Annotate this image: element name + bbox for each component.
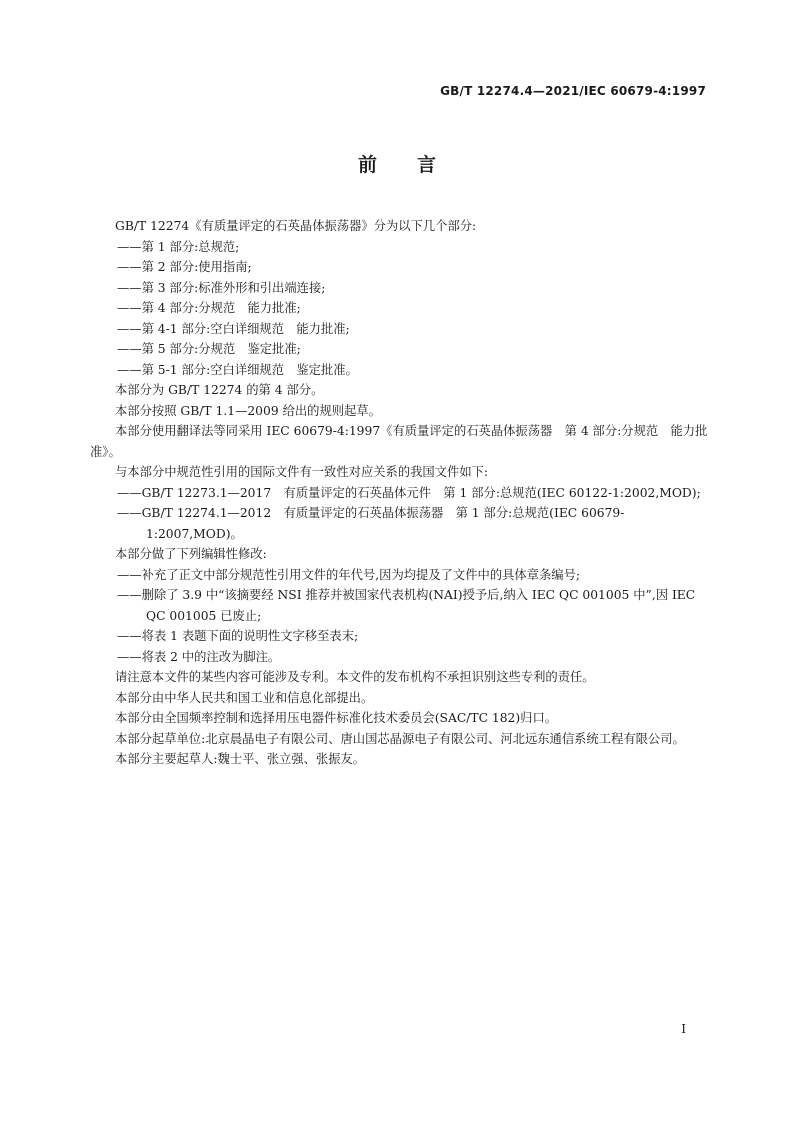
- standard-code-header: GB/T 12274.4—2021/IEC 60679-4:1997: [440, 84, 706, 98]
- part-list-item: ——第 1 部分:总规范;: [117, 239, 240, 254]
- edit-list-item: ——补充了正文中部分规范性引用文件的年代号,因为均提及了文件中的具体章条编号;: [117, 567, 581, 582]
- body-paragraph: 本部分由全国频率控制和选择用压电器件标准化技术委员会(SAC/TC 182)归口。: [115, 711, 558, 725]
- body-paragraph: 本部分做了下列编辑性修改:: [115, 547, 267, 561]
- part-list-item: ——第 2 部分:使用指南;: [117, 260, 252, 274]
- page-number: I: [681, 1022, 686, 1036]
- body-paragraph: 请注意本文件的某些内容可能涉及专利。本文件的发布机构不承担识别这些专利的责任。: [115, 670, 595, 684]
- body-paragraph: 本部分按照 GB/T 1.1—2009 给出的规则起草。: [115, 403, 381, 418]
- part-list-item: ——第 5 部分:分规范 鉴定批准;: [117, 342, 301, 356]
- reference-list-item: ——GB/T 12274.1—2012 有质量评定的石英晶体振荡器 第 1 部分:总规范(IEC 60679-1:2007,MOD)。: [117, 506, 625, 541]
- edit-list-item: ——将表 2 中的注改为脚注。: [117, 649, 281, 664]
- page-title: 前言: [357, 154, 476, 176]
- body-paragraph: 本部分为 GB/T 12274 的第 4 部分。: [115, 383, 324, 397]
- part-list-item: ——第 3 部分:标准外形和引出端连接;: [117, 280, 326, 295]
- intro-paragraph: GB/T 12274《有质量评定的石英晶体振荡器》分为以下几个部分:: [115, 219, 477, 233]
- part-list-item: ——第 4-1 部分:空白详细规范 能力批准;: [117, 321, 350, 336]
- body-paragraph: 本部分起草单位:北京晨晶电子有限公司、唐山国芯晶源电子有限公司、河北远东通信系统工程有限公司。: [115, 731, 685, 746]
- part-list-item: ——第 4 部分:分规范 能力批准;: [117, 301, 301, 315]
- body-paragraph: 本部分主要起草人:魏士平、张立强、张振友。: [115, 752, 366, 766]
- body-paragraph: 与本部分中规范性引用的国际文件有一致性对应关系的我国文件如下:: [115, 465, 489, 479]
- edit-list-item: ——将表 1 表题下面的说明性文字移至表末;: [117, 629, 359, 643]
- edit-list-item: ——删除了 3.9 中“该摘要经 NSI 推荐并被国家代表机构(NAI)授予后,纳入 IEC QC 001005 中”,因 IEC QC 001005 已废止;: [117, 588, 696, 623]
- part-list-item: ——第 5-1 部分:空白详细规范 鉴定批准。: [117, 362, 358, 377]
- body-paragraph: 本部分使用翻译法等同采用 IEC 60679-4:1997《有质量评定的石英晶体振荡器 第 4 部分:分规范 能力批准》。: [90, 424, 708, 459]
- reference-list-item: ——GB/T 12273.1—2017 有质量评定的石英晶体元件 第 1 部分:总规范(IEC 60122-1:2002,MOD);: [117, 485, 701, 500]
- foreword-body: [90, 216, 708, 770]
- body-paragraph: 本部分由中华人民共和国工业和信息化部提出。: [115, 690, 374, 705]
